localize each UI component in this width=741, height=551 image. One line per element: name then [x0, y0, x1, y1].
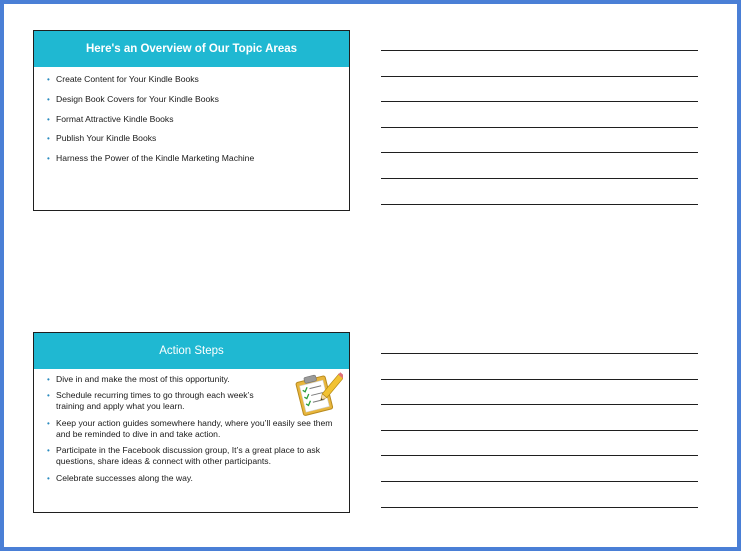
slide-title: Action Steps	[34, 333, 349, 369]
slide-title: Here's an Overview of Our Topic Areas	[34, 31, 349, 67]
bullet-item: • Celebrate successes along the way.	[56, 473, 341, 484]
notes-lines-slide-1	[381, 50, 698, 229]
clipboard-checklist-icon	[293, 370, 343, 416]
note-line	[381, 101, 698, 127]
note-line	[381, 379, 698, 405]
bullet-item: • Dive in and make the most of this opportunity.	[56, 374, 341, 385]
note-line	[381, 50, 698, 76]
note-line	[381, 404, 698, 430]
bullet-item: • Format Attractive Kindle Books	[56, 114, 341, 125]
bullet-item: • Schedule recurring times to go through each week’s training and apply what you learn.	[56, 390, 261, 412]
bullet-item: • Create Content for Your Kindle Books	[56, 74, 341, 85]
bullet-item: • Keep your action guides somewhere handy, where you’ll easily see them and be reminded to dive in and take action.	[56, 418, 341, 440]
note-line	[381, 507, 698, 533]
bullet-item: • Participate in the Facebook discussion group, It’s a great place to ask questions, share ideas & connect with other participants.	[56, 445, 341, 467]
bullet-item: • Harness the Power of the Kindle Marketing Machine	[56, 153, 341, 164]
bullet-list	[34, 67, 349, 164]
notes-lines-slide-2	[381, 353, 698, 532]
note-line	[381, 455, 698, 481]
note-line	[381, 481, 698, 507]
note-line	[381, 178, 698, 204]
note-line	[381, 353, 698, 379]
bullet-item: • Design Book Covers for Your Kindle Books	[56, 94, 341, 105]
slide-action-steps	[33, 332, 350, 513]
note-line	[381, 152, 698, 178]
note-line	[381, 76, 698, 102]
note-line	[381, 204, 698, 230]
note-line	[381, 430, 698, 456]
note-line	[381, 127, 698, 153]
bullet-item: • Publish Your Kindle Books	[56, 133, 341, 144]
slide-topic-overview	[33, 30, 350, 211]
